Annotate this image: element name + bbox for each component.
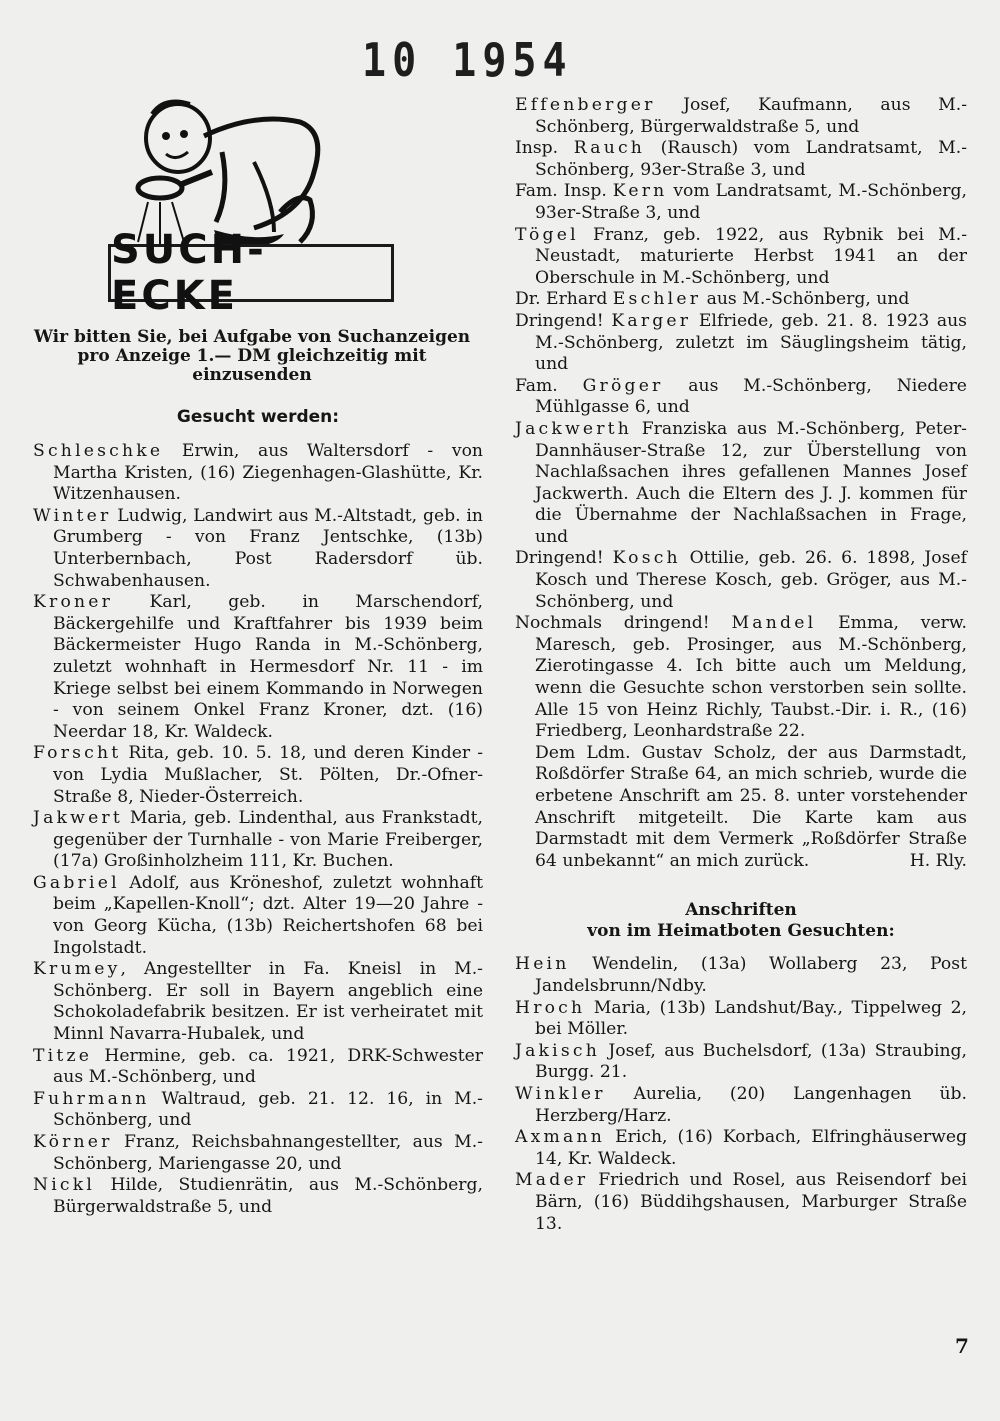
entry-text: Karl, geb. in Marschendorf, Bäckergehilfe und Kraftfahrer bis 1939 beim Bäckermeister Hugo Randa in M.-Schönberg, zuletzt wohnhaft in Hermesdorf Nr. 11 - im Kriege selbst bei einem Kommando in Norwegen - von seinem Onkel Franz Kroner, dzt. (16) Neerdar 18, Kr. Waldeck.	[53, 592, 483, 742]
entry-text: vom Landratsamt, M.-Schönberg, 93er-Straße 3, und	[535, 181, 967, 223]
entry-prefix: Dr. Erhard	[515, 289, 613, 310]
entry-text: Wendelin, (13a) Wollaberg 23, Post Jandelsbrunn/Ndby.	[535, 954, 967, 996]
such-ecke-title: SUCH-ECKE	[111, 227, 267, 319]
entry-text: Ottilie, geb. 26. 6. 1898, Josef Kosch und Therese Kosch, geb. Gröger, aus M.-Schönberg, und	[535, 548, 968, 612]
search-entry	[33, 1132, 483, 1175]
search-entry	[515, 419, 967, 549]
address-entry	[515, 998, 967, 1041]
entry-text: Erwin, aus Waltersdorf - von Martha Kristen, (16) Ziegenhagen-Glashütte, Kr. Witzenhausen.	[53, 441, 483, 505]
such-ecke-box	[108, 227, 394, 319]
entry-name: Körner	[33, 1132, 113, 1152]
entry-name: Fuhrmann	[33, 1088, 150, 1109]
closing-note	[515, 743, 967, 873]
signature: H. Rly.	[909, 850, 967, 871]
entry-text: Maria, geb. Lindenthal, aus Frankstadt, gegenüber der Turnhalle - von Marie Freiberger, (17a) Großinholzheim 111, Kr. Buchen.	[53, 808, 483, 872]
entry-text: Waltraud, geb. 21. 12. 16, in M.-Schönberg, und	[53, 1088, 483, 1131]
search-entry	[33, 506, 483, 592]
entry-name: Schleschke	[33, 441, 164, 461]
search-entry	[33, 1046, 483, 1089]
entry-name: Tögel	[515, 224, 579, 245]
entry-prefix: Nochmals dringend!	[515, 613, 732, 634]
entry-name: Eschler	[612, 289, 702, 310]
address-entry	[515, 954, 967, 997]
entry-text: Hilde, Studienrätin, aus M.-Schönberg, Bürgerwaldstraße 5, und	[53, 1175, 483, 1217]
address-entry	[515, 1170, 967, 1235]
search-entry	[515, 289, 967, 311]
search-entry	[515, 181, 967, 224]
entry-name: Kern	[612, 181, 668, 202]
entry-text: (Rausch) vom Landratsamt, M.-Schönberg, 93er-Straße 3, und	[535, 138, 967, 180]
right-column	[515, 95, 967, 1235]
search-entry	[33, 743, 483, 808]
entry-prefix: Insp.	[515, 138, 574, 159]
such-ecke-logo	[104, 92, 402, 319]
search-entry	[33, 959, 483, 1045]
entry-name: Kroner	[33, 592, 114, 613]
address-entry	[515, 1127, 967, 1170]
entry-text: Rita, geb. 10. 5. 18, und deren Kinder - von Lydia Mußlacher, St. Pölten, Dr.-Ofner-Straße 8, Nieder-Österreich.	[53, 743, 483, 807]
search-entry	[515, 95, 967, 138]
entry-text: Emma, verw. Maresch, geb. Prosinger, aus M.-Schönberg, Zierotingasse 4. Ich bitte auch um Meldung, wenn die Gesuchte schon verstorben sein sollte. Alle 15 von Heinz Richly, Taubst.-Dir. i. R., (16) Friedberg, Leonhardstraße 22.	[535, 613, 967, 742]
entry-name: Effenberger	[515, 95, 656, 115]
entry-name: Jakisch	[515, 1040, 600, 1061]
address-entry	[515, 1084, 967, 1127]
entry-name: Winkler	[515, 1083, 606, 1104]
entry-prefix: Dringend!	[515, 310, 612, 331]
entry-name: Mader	[515, 1170, 589, 1191]
entry-name: Titze	[33, 1045, 93, 1066]
search-entry	[33, 808, 483, 873]
entry-prefix: Fam. Insp.	[515, 181, 613, 202]
entry-name: Forscht	[33, 743, 122, 764]
search-entry	[515, 613, 967, 743]
entry-name: Mandel	[731, 613, 817, 634]
entry-name: Axmann	[515, 1127, 605, 1148]
entry-name: Kosch	[612, 548, 681, 569]
entry-text: Adolf, aus Kröneshof, zuletzt wohnhaft beim „Kapellen-Knoll“; dzt. Alter 19—20 Jahre - von Georg Kücha, (13b) Reichertshofen 68 bei Ingolstadt.	[53, 872, 483, 958]
entry-name: Hein	[515, 954, 570, 975]
search-entry	[33, 441, 483, 506]
entry-text: Erich, (16) Korbach, Elfringhäuserweg 14, Kr. Waldeck.	[535, 1127, 967, 1169]
search-entry	[33, 1175, 483, 1218]
entry-name: Karger	[611, 310, 692, 331]
entry-text: Ludwig, Landwirt aus M.-Altstadt, geb. in Grumberg - von Franz Jentschke, (13b) Unterbernbach, Post Radersdorf üb. Schwabenhausen.	[53, 505, 483, 591]
page-number: 7	[955, 1334, 969, 1358]
search-entry	[515, 311, 967, 376]
date-stamp: 10 1954	[362, 34, 573, 88]
entry-text: , Angestellter in Fa. Kneisl in M.-Schönberg. Er soll in Bayern angeblich eine Schokoladefabrik besitzen. Er ist verheiratet mit Minnl Navarra-Hubalek, und	[53, 959, 483, 1045]
entry-text: Franziska aus M.-Schönberg, Peter-Dannhäuser-Straße 12, zur Überstellung von Nachlaßsachen ihres gefallenen Mannes Josef Jackwerth. Auch die Eltern des J. J. kommen für die Übernahme der Nachlaßsachen in Frage, und	[535, 418, 967, 547]
entry-text: Friedrich und Rosel, aus Reisendorf bei Bärn, (16) Büddihgshausen, Marburger Straße 13.	[535, 1170, 967, 1234]
entry-name: Jakwert	[33, 808, 123, 829]
fee-notice: Wir bitten Sie, bei Aufgabe von Suchanzeigen pro Anzeige 1.— DM gleichzeitig mit einzusenden	[33, 327, 471, 385]
entry-name: Nickl	[33, 1175, 96, 1196]
entry-name: Krumey	[33, 959, 121, 980]
search-entry	[515, 548, 967, 613]
entry-text: Josef, aus Buchelsdorf, (13a) Straubing, Burgg. 21.	[535, 1040, 967, 1083]
entry-text: aus M.-Schönberg, Niedere Mühlgasse 6, und	[535, 375, 967, 418]
section-heading-gesucht: Gesucht werden:	[176, 407, 340, 427]
entry-name: Gabriel	[33, 872, 120, 893]
left-column	[33, 328, 483, 1218]
entry-name: Gröger	[582, 375, 664, 396]
heading-line-1: Anschriften	[685, 900, 797, 921]
address-entry	[515, 1041, 967, 1084]
entry-text: Josef, Kaufmann, aus M.-Schönberg, Bürgerwaldstraße 5, und	[535, 95, 967, 137]
entry-prefix: Dringend!	[515, 548, 613, 569]
entry-text: Franz, geb. 1922, aus Rybnik bei M.-Neustadt, maturierte Herbst 1941 an der Oberschule in M.-Schönberg, und	[535, 224, 967, 288]
entry-text: Elfriede, geb. 21. 8. 1923 aus M.-Schönberg, zuletzt im Säuglingsheim tätig, und	[535, 310, 967, 375]
entry-text: Maria, (13b) Landshut/Bay., Tippelweg 2, bei Möller.	[535, 997, 967, 1040]
section-heading-anschriften	[515, 900, 967, 942]
heading-line-2: von im Heimatboten Gesuchten:	[587, 921, 895, 942]
search-entry	[33, 873, 483, 959]
entry-name: Jackwerth	[515, 418, 633, 439]
search-entry	[33, 1089, 483, 1132]
entry-name: Rauch	[573, 138, 646, 159]
search-entry	[515, 376, 967, 419]
entry-text: Hermine, geb. ca. 1921, DRK-Schwester aus M.-Schönberg, und	[53, 1045, 483, 1088]
search-entry	[515, 138, 967, 181]
entry-text: Franz, Reichsbahnangestellter, aus M.-Schönberg, Mariengasse 20, und	[53, 1132, 483, 1174]
entry-name: Hroch	[515, 997, 586, 1018]
entry-prefix: Fam.	[515, 375, 583, 396]
search-entry	[33, 592, 483, 743]
entry-name: Winter	[33, 505, 112, 526]
entry-text: Aurelia, (20) Langenhagen üb. Herzberg/Harz.	[535, 1083, 967, 1126]
search-entry	[515, 225, 967, 290]
entry-text: aus M.-Schönberg, und	[701, 289, 910, 310]
closing-text: Dem Ldm. Gustav Scholz, der aus Darmstadt, Roßdörfer Straße 64, an mich schrieb, wurde die erbetene Anschrift am 25. 8. unter vorstehender Anschrift mitgeteilt. Die Karte kam aus Darmstadt mit dem Vermerk „Roßdörfer Straße 64 unbekannt“ an mich zurück.	[535, 742, 967, 871]
